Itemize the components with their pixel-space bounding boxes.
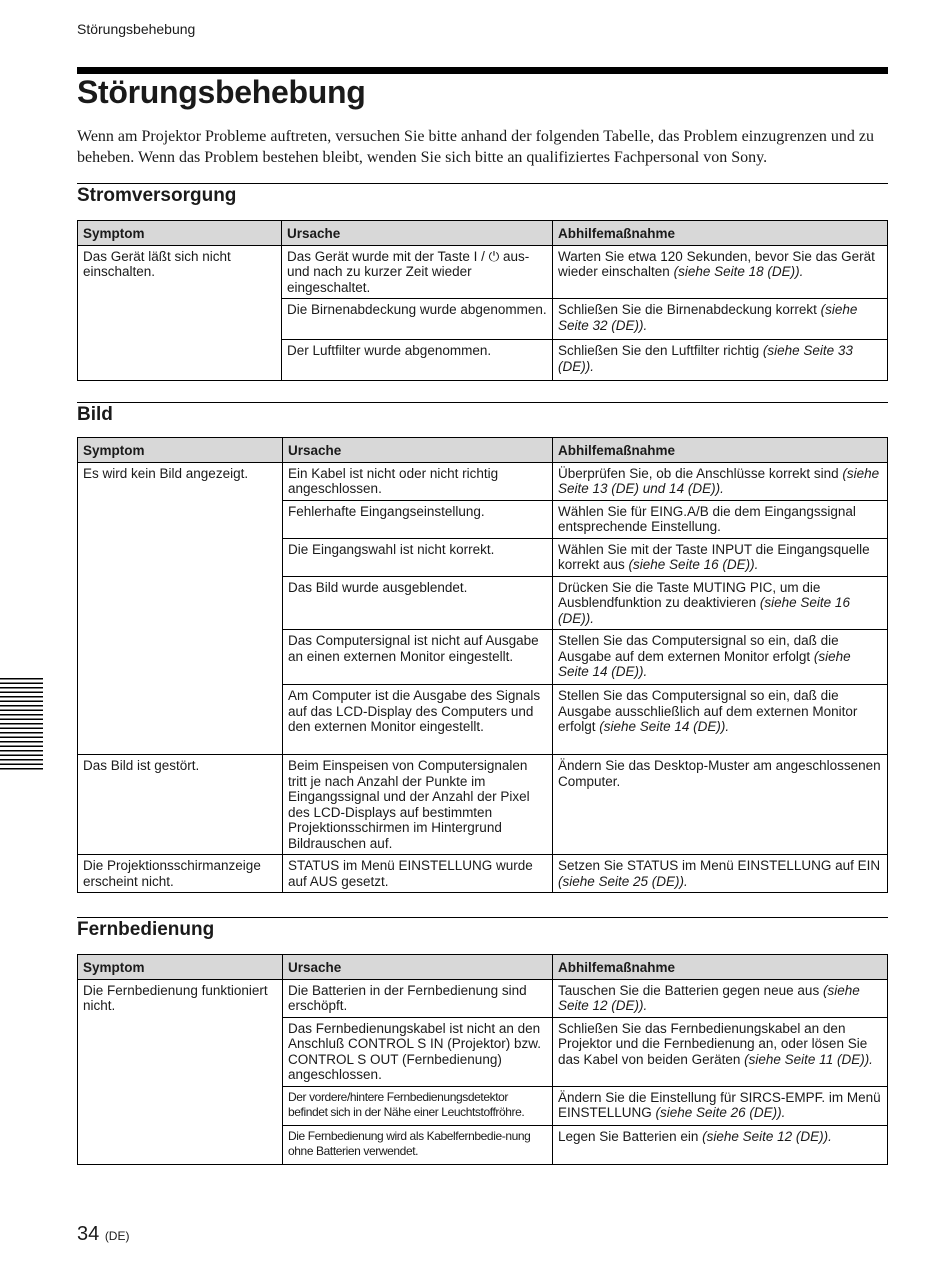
remedy-cell <box>553 630 888 685</box>
symptom-cell: Das Gerät läßt sich nicht einschalten. <box>78 245 282 381</box>
cause-cell: Die Fernbedienung wird als Kabelfernbedie-nung ohne Batterien verwendet. <box>283 1125 553 1164</box>
symptom-cell: Es wird kein Bild angezeigt. <box>78 462 283 755</box>
cause-cell: Der Luftfilter wurde abgenommen. <box>282 340 553 381</box>
remedy-text: Ändern Sie das Desktop-Muster am angeschlossenen Computer. <box>558 758 881 789</box>
remedy-cell <box>553 538 888 576</box>
remedy-cell <box>553 855 888 893</box>
page-reference: (siehe Seite 14 (DE)). <box>558 648 851 679</box>
remedy-text: Schließen Sie die Birnenabdeckung korrekt <box>558 302 821 317</box>
remedy-text: Setzen Sie STATUS im Menü EINSTELLUNG auf EIN <box>558 858 881 873</box>
remedy-cell <box>553 979 888 1017</box>
section-title-remote: Fernbedienung <box>77 919 215 940</box>
cause-cell: Das Fernbedienungskabel ist nicht an den Anschluß CONTROL S IN (Projektor) bzw. CONTROL S OUT (Fernbedienung) angeschlossen. <box>283 1017 553 1086</box>
title-rule <box>77 67 888 74</box>
remedy-cell <box>553 299 888 340</box>
page-reference: (siehe Seite 11 (DE)). <box>744 1051 873 1067</box>
remedy-text: Überprüfen Sie, ob die Anschlüsse korrekt sind <box>558 465 843 481</box>
remote-table <box>77 954 888 1165</box>
symptom-cell: Die Projektionsschirmanzeige erscheint nicht. <box>78 855 283 893</box>
cause-cell: Die Batterien in der Fernbedienung sind erschöpft. <box>283 979 553 1017</box>
page-reference: (siehe Seite 13 (DE) und 14 (DE)). <box>558 465 880 496</box>
remedy-cell <box>553 755 888 855</box>
thumb-index-tab <box>0 678 43 771</box>
remedy-cell <box>553 500 888 538</box>
running-head: Störungsbehebung <box>77 21 196 37</box>
symptom-cell: Die Fernbedienung funktioniert nicht. <box>78 979 283 1164</box>
col-header-cause: Ursache <box>282 221 553 246</box>
power-icon: ⏻ <box>488 248 500 264</box>
cause-cell: Die Eingangswahl ist nicht korrekt. <box>283 538 553 576</box>
col-header-remedy: Abhilfemaßnahme <box>553 438 888 463</box>
remedy-cell <box>553 1017 888 1086</box>
page-reference: (siehe Seite 25 (DE)). <box>558 873 688 889</box>
section-rule-power <box>77 183 888 184</box>
page-title: Störungsbehebung <box>77 74 366 110</box>
symptom-cell: Das Bild ist gestört. <box>78 755 283 855</box>
cause-cell: Das Computersignal ist nicht auf Ausgabe an einen externen Monitor eingestellt. <box>283 630 553 685</box>
cause-cell: Die Birnenabdeckung wurde abgenommen. <box>282 299 553 340</box>
page-reference: (siehe Seite 12 (DE)). <box>702 1128 832 1144</box>
picture-table <box>77 437 888 893</box>
table-row <box>78 755 888 855</box>
col-header-cause: Ursache <box>283 955 553 980</box>
remedy-text: Wählen Sie für EING.A/B die dem Eingangssignal entsprechende Einstellung. <box>558 503 856 534</box>
remedy-text: Schließen Sie das Fernbedienungskabel an den Projektor und die Fernbedienung an, oder lösen Sie das Kabel von beiden Geräten <box>558 1020 868 1067</box>
col-header-remedy: Abhilfemaßnahme <box>553 221 888 246</box>
remedy-cell <box>553 685 888 755</box>
cause-cell <box>282 245 553 299</box>
remedy-text: Ändern Sie die Einstellung für SIRCS-EMPF. im Menü EINSTELLUNG <box>558 1089 881 1120</box>
cause-cell: Ein Kabel ist nicht oder nicht richtig angeschlossen. <box>283 462 553 500</box>
page-reference: (siehe Seite 16 (DE)). <box>558 595 850 626</box>
header-row <box>78 221 888 246</box>
cause-cell: Am Computer ist die Ausgabe des Signals auf das LCD-Display des Computers und den externen Monitor eingestellt. <box>283 685 553 755</box>
page-reference: (siehe Seite 18 (DE)). <box>673 264 804 279</box>
remedy-cell <box>553 1086 888 1125</box>
col-header-symptom: Symptom <box>78 955 283 980</box>
remedy-cell <box>553 462 888 500</box>
table-row <box>78 855 888 893</box>
cause-cell: Das Bild wurde ausgeblendet. <box>283 576 553 630</box>
cause-cell: Fehlerhafte Eingangseinstellung. <box>283 500 553 538</box>
table-row <box>78 979 888 1017</box>
remedy-text: Stellen Sie das Computersignal so ein, daß die Ausgabe ausschließlich auf dem externen Monitor erfolgt <box>558 688 858 734</box>
remedy-cell <box>553 576 888 630</box>
remedy-text: Tauschen Sie die Batterien gegen neue aus <box>558 982 823 998</box>
intro-paragraph: Wenn am Projektor Probleme auftreten, versuchen Sie bitte anhand der folgenden Tabelle, das Problem einzugrenzen und zu beheben. Wenn das Problem bestehen bleibt, wenden Sie sich bitte an qualifiziertes Fachpersonal von Sony. <box>77 128 875 166</box>
page-reference: (siehe Seite 14 (DE)). <box>599 719 730 734</box>
page-reference: (siehe Seite 26 (DE)). <box>655 1105 786 1120</box>
table-row <box>78 245 888 299</box>
table-row <box>78 462 888 500</box>
section-rule-picture <box>77 402 888 403</box>
page-number <box>77 1223 129 1246</box>
remedy-text: Drücken Sie die Taste MUTING PIC, um die Ausblendfunktion zu deaktivieren <box>558 579 821 610</box>
section-rule-remote <box>77 917 888 918</box>
remedy-cell <box>553 340 888 381</box>
col-header-remedy: Abhilfemaßnahme <box>553 955 888 980</box>
remedy-text: Warten Sie etwa 120 Sekunden, bevor Sie das Gerät wieder einschalten <box>558 248 875 279</box>
cause-cell: Der vordere/hintere Fernbedienungsdetektor befindet sich in der Nähe einer Leuchtstoffröhre. <box>283 1086 553 1125</box>
col-header-symptom: Symptom <box>78 221 282 246</box>
remedy-cell <box>553 245 888 299</box>
section-title-power: Stromversorgung <box>77 185 237 206</box>
page-reference: (siehe Seite 33 (DE)). <box>558 343 853 374</box>
cause-cell: Beim Einspeisen von Computersignalen tritt je nach Anzahl der Punkte im Eingangssignal und der Anzahl der Pixel des LCD-Displays auf bestimmten Projektionsschirmen im Hintergrund Bildrauschen auf. <box>283 755 553 855</box>
page-reference: (siehe Seite 16 (DE)). <box>628 557 759 572</box>
remedy-text: Stellen Sie das Computersignal so ein, daß die Ausgabe auf dem externen Monitor erfolgt <box>558 633 839 664</box>
col-header-symptom: Symptom <box>78 438 283 463</box>
page-reference: (siehe Seite 12 (DE)). <box>558 982 860 1013</box>
cause-text: Das Gerät wurde mit der Taste I / <box>287 248 489 264</box>
header-row <box>78 438 888 463</box>
section-title-picture: Bild <box>77 404 113 425</box>
col-header-cause: Ursache <box>283 438 553 463</box>
cause-cell: STATUS im Menü EINSTELLUNG wurde auf AUS gesetzt. <box>283 855 553 893</box>
remedy-text: Schließen Sie den Luftfilter richtig <box>558 343 763 358</box>
power-table <box>77 220 888 381</box>
remedy-text: Wählen Sie mit der Taste INPUT die Eingangsquelle korrekt aus <box>558 541 870 572</box>
page-number-value: 34 <box>77 1223 100 1245</box>
cause-text: aus- und nach zu kurzer Zeit wieder eingeschaltet. <box>287 248 530 295</box>
remedy-text: Legen Sie Batterien ein <box>558 1128 703 1144</box>
remedy-cell <box>553 1125 888 1164</box>
header-row <box>78 955 888 980</box>
page-language: (DE) <box>104 1229 130 1243</box>
page-reference: (siehe Seite 32 (DE)). <box>558 302 858 333</box>
